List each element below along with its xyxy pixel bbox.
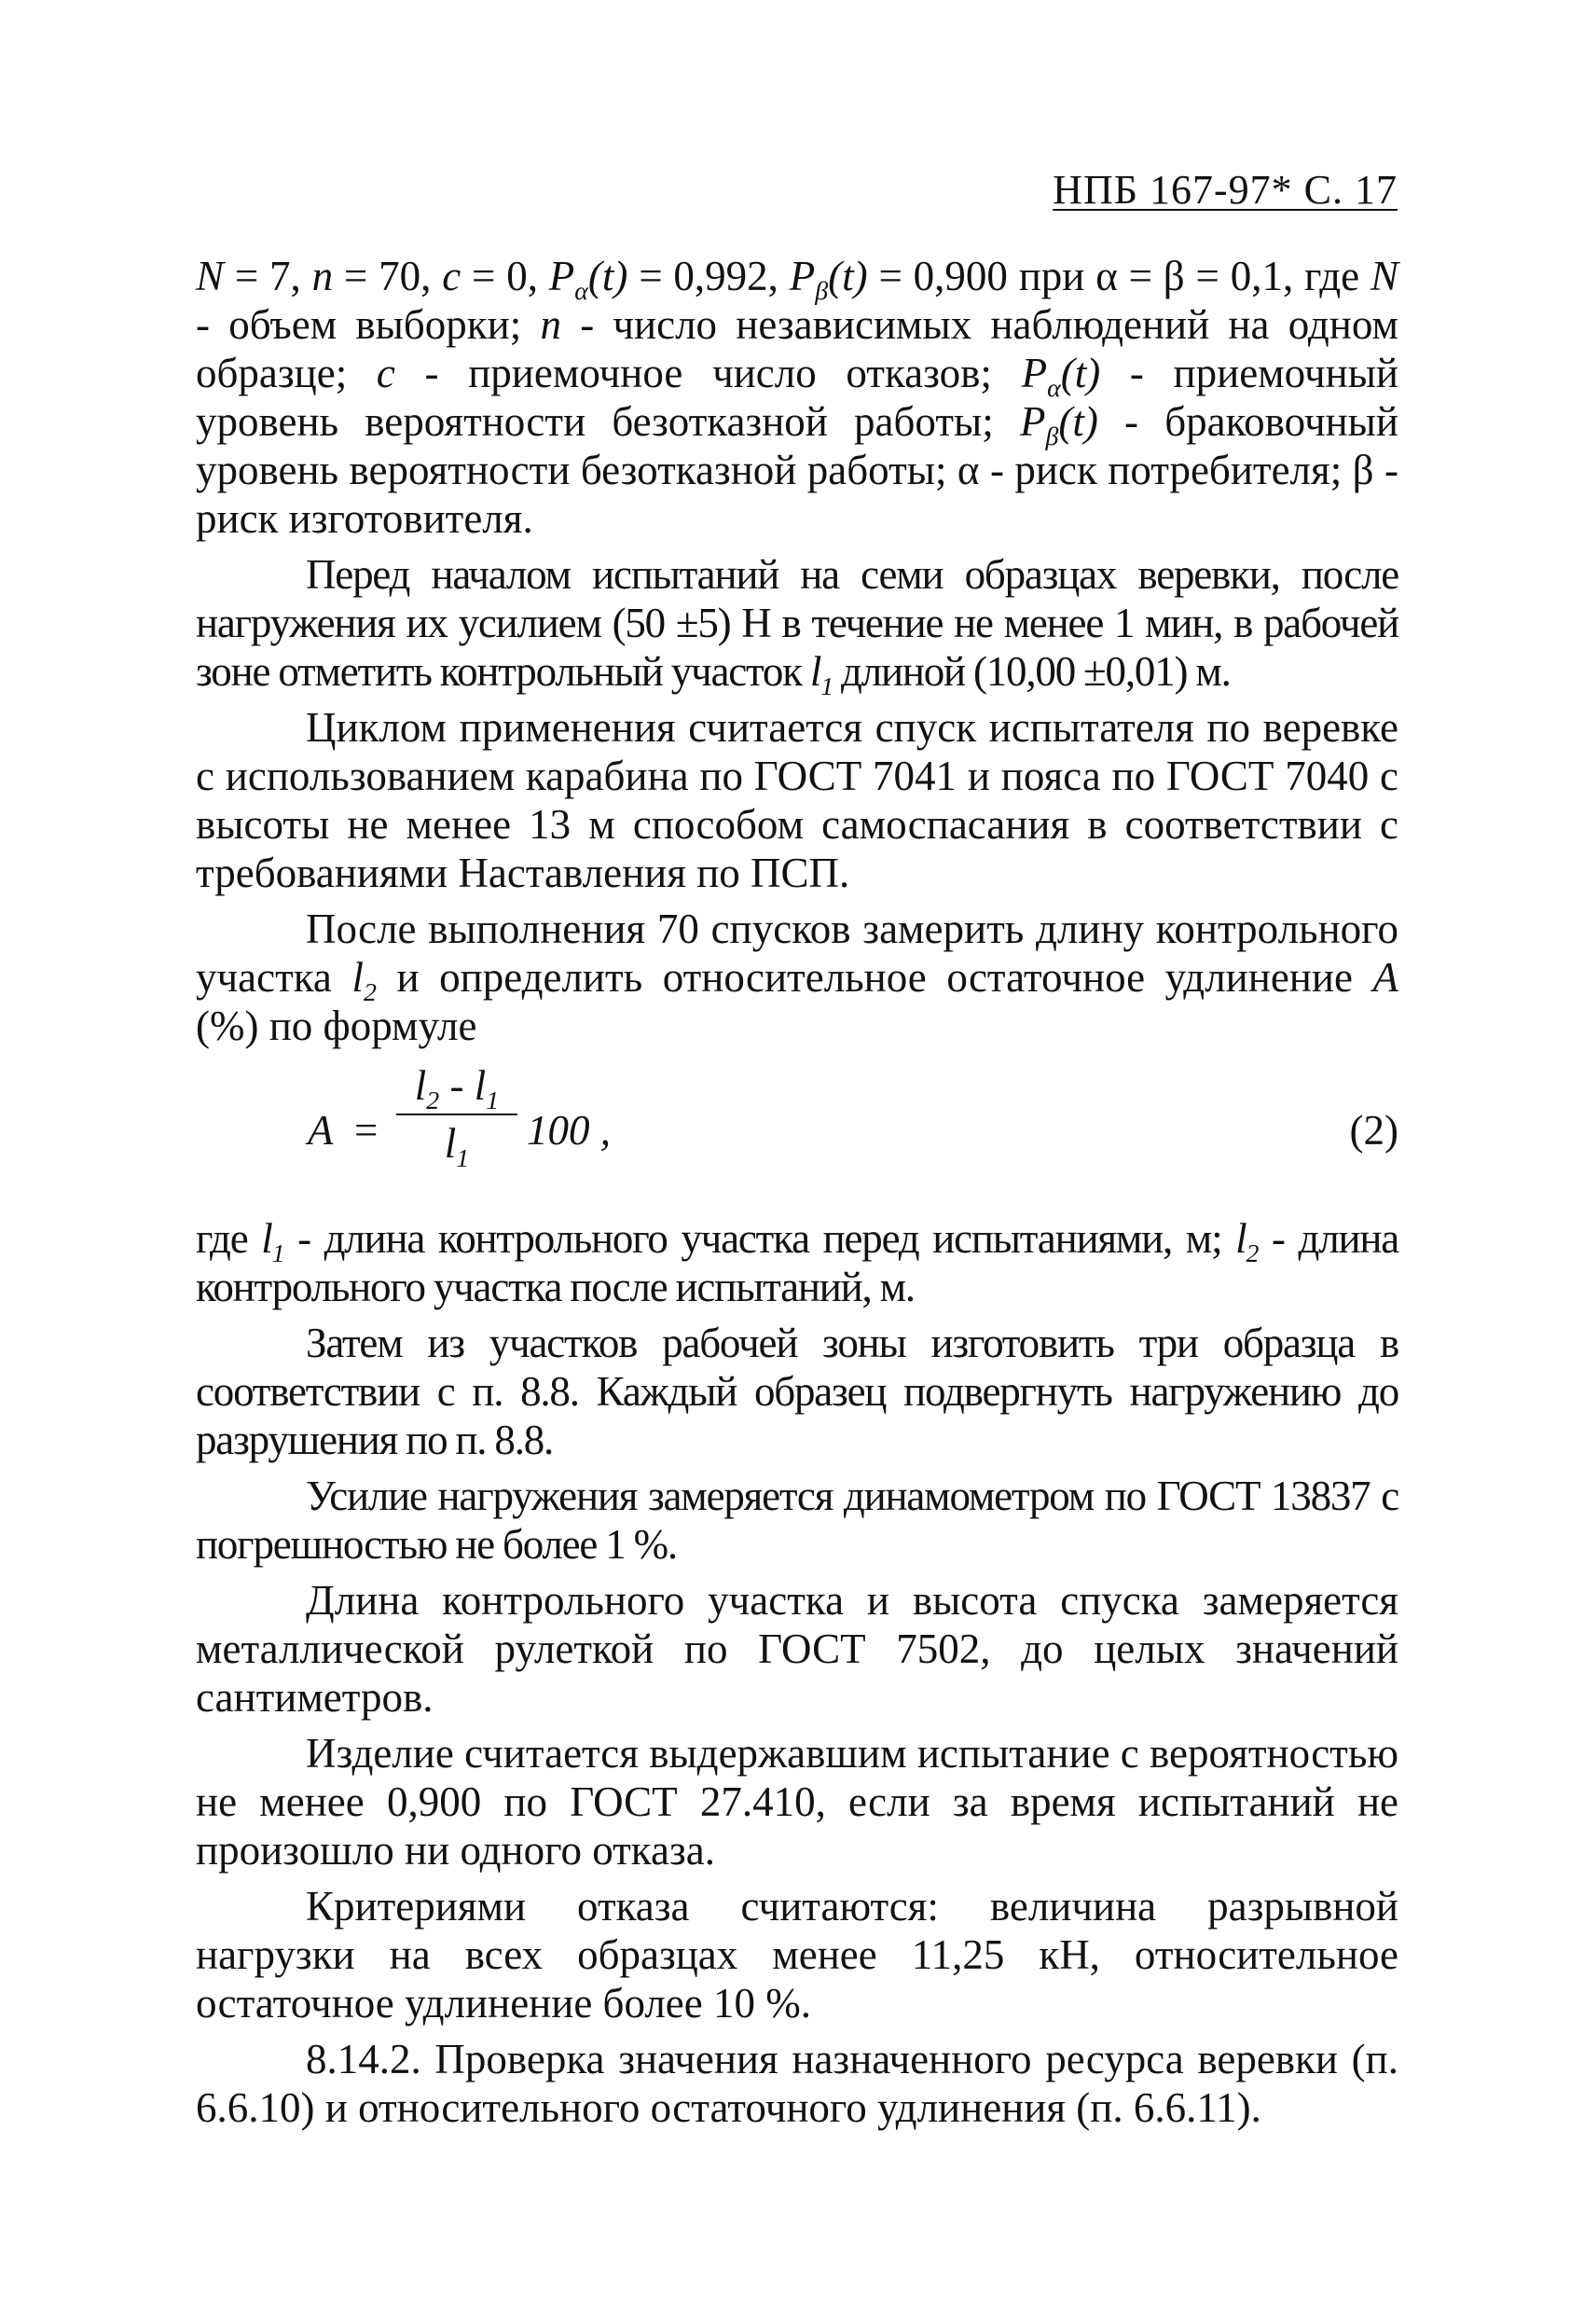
var-l: l xyxy=(474,1062,487,1109)
subscript: 2 xyxy=(1246,1239,1259,1268)
subscript: 1 xyxy=(271,1239,284,1268)
var-N: N xyxy=(196,253,225,299)
text-fragment: длиной (10,00 ±0,01) м. xyxy=(832,648,1231,695)
minus-sign: - xyxy=(439,1062,475,1109)
var-l: l xyxy=(261,1215,272,1262)
text-fragment: - число независимых наблюдений на одном образце; xyxy=(196,301,1398,396)
paragraph-preparation xyxy=(196,550,1398,701)
subscript: 2 xyxy=(426,1086,440,1115)
subscript: α xyxy=(1047,374,1061,403)
var-t: (t) xyxy=(1060,350,1101,396)
paragraph-length-measurement: Длина контрольного участка и высота спуска замеряется металлической рулеткой по ГОСТ 7502, до целых значений сантиметров. xyxy=(196,1577,1398,1721)
text-fragment: Перед началом испытаний на семи образцах веревки, после нагружения их усилием (50 ±5) Н в течение не менее 1 мин, в рабочей зоне отметить контрольный участок xyxy=(196,551,1398,695)
body-text xyxy=(196,252,1398,2132)
page-header: НПБ 167-97* С. 17 xyxy=(1053,167,1398,213)
paragraph-measurement xyxy=(196,905,1398,1050)
formula-number: (2) xyxy=(1349,1107,1398,1154)
var-n: n xyxy=(311,253,334,299)
var-t: (t) xyxy=(828,253,868,299)
subscript: α xyxy=(574,277,588,306)
text-fragment: - приемочное число отказов; xyxy=(394,350,1022,396)
var-t: (t) xyxy=(587,253,628,299)
var-P-beta: P xyxy=(1019,398,1046,445)
paragraph-sampling-parameters xyxy=(196,252,1398,543)
text-fragment: = 7, xyxy=(224,253,312,299)
var-l: l xyxy=(351,954,364,1001)
subscript: 1 xyxy=(456,1144,470,1173)
var-t: (t) xyxy=(1058,398,1098,445)
subscript: 1 xyxy=(820,672,833,701)
text-fragment: где xyxy=(1293,253,1371,299)
subscript: 1 xyxy=(486,1086,500,1115)
var-c: c xyxy=(376,350,395,396)
var-l: l xyxy=(414,1062,427,1109)
text-fragment: - объем выборки; xyxy=(196,301,541,348)
text-fragment: = 0,992, xyxy=(627,253,790,299)
subscript: β xyxy=(1045,422,1059,451)
text-fragment: - длина контрольного участка перед испытаниями, м; xyxy=(283,1215,1236,1262)
text-fragment: - длина контрольного участка после испытаний, м. xyxy=(196,1215,1398,1310)
text-fragment: После выполнения 70 спусков замерить длину контрольного участка xyxy=(196,906,1398,1001)
var-P-beta: P xyxy=(789,253,816,299)
text-fragment: = 70, xyxy=(333,253,443,299)
paragraph-pass-criteria: Изделие считается выдержавшим испытание с вероятностью не менее 0,900 по ГОСТ 27.410, если за время испытаний не произошло ни одного отказа. xyxy=(196,1730,1398,1874)
formula-denominator xyxy=(396,1117,517,1173)
text-fragment: (%) по формуле xyxy=(196,1003,477,1049)
formula-numerator xyxy=(396,1059,517,1115)
paragraph-sample-loading: Затем из участков рабочей зоны изготовить три образца в соответствии с п. 8.8. Каждый образец подвергнуть нагружению до разрушения по п. 8.8. xyxy=(196,1320,1398,1463)
paragraph-dynamometer: Усилие нагружения замеряется динамометром по ГОСТ 13837 с погрешностью не более 1 %. xyxy=(196,1473,1398,1568)
var-c: c xyxy=(442,253,461,299)
text-fragment: = 0,900 при α = β = 0,1, xyxy=(867,253,1294,299)
var-P-alpha: P xyxy=(548,253,575,299)
var-N: N xyxy=(1370,253,1398,299)
formula-elongation xyxy=(196,1059,1398,1199)
formula-fraction xyxy=(396,1059,517,1173)
text-fragment: где xyxy=(196,1215,262,1262)
fraction-bar xyxy=(396,1114,517,1115)
var-l: l xyxy=(809,648,821,695)
paragraph-formula-legend xyxy=(196,1214,1398,1311)
var-n: n xyxy=(540,301,561,348)
text-fragment: = 0, xyxy=(461,253,549,299)
text-fragment: - браковочный уровень вероятности безотказной работы; α - риск потребителя; β - риск изготовителя. xyxy=(196,398,1398,542)
var-P-alpha: P xyxy=(1021,350,1048,396)
subscript: 2 xyxy=(363,978,377,1007)
text-fragment: и определить относительное остаточное удлинение xyxy=(376,954,1373,1001)
text-fragment: - приемочный уровень вероятности безотказной работы; xyxy=(196,350,1399,445)
formula-equals: = xyxy=(354,1107,379,1154)
paragraph-cycle-definition: Циклом применения считается спуск испытателя по веревке с использованием карабина по ГОСТ 7041 и пояса по ГОСТ 7040 с высоты не менее 13 м способом самоспасания в соответствии с требованиями Наставления по ПСП. xyxy=(196,704,1398,896)
subscript: β xyxy=(815,277,829,306)
var-A: A xyxy=(1372,954,1398,1001)
formula-lhs: A xyxy=(308,1107,334,1154)
paragraph-failure-criteria: Критериями отказа считаются: величина разрывной нагрузки на всех образцах менее 11,25 кН, относительное остаточное удлинение более 10 %. xyxy=(196,1883,1398,2027)
var-l: l xyxy=(1235,1215,1247,1262)
var-l: l xyxy=(444,1120,457,1167)
formula-multiplier: 100 , xyxy=(527,1107,611,1154)
paragraph-section-8-14-2: 8.14.2. Проверка значения назначенного ресурса веревки (п. 6.6.10) и относительного остаточного удлинения (п. 6.6.11). xyxy=(196,2036,1398,2131)
